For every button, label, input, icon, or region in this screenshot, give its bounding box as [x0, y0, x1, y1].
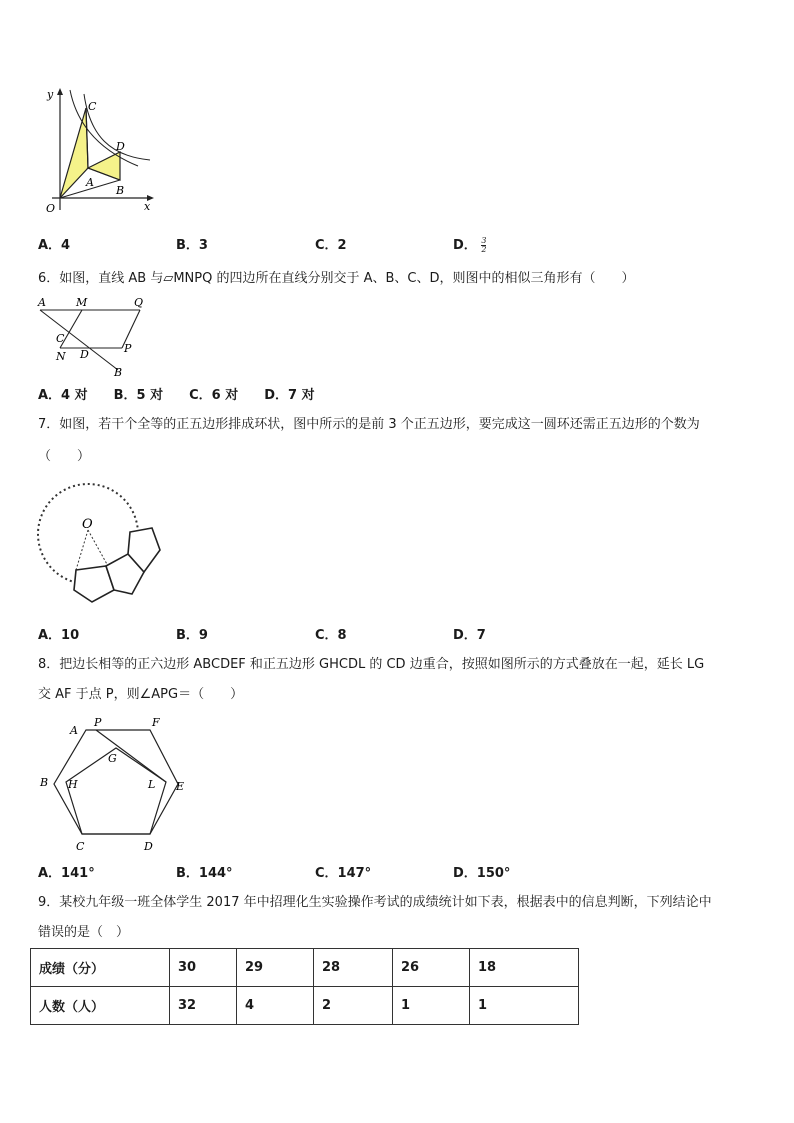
q6-options[interactable]: A．4 对 B．5 对 C．6 对 D．7 对 — [38, 388, 315, 403]
table-cell: 32 — [170, 987, 237, 1025]
q5-fraction-den: 2 — [481, 245, 487, 254]
q8-label-p: P — [94, 716, 102, 729]
q8-label-l: L — [148, 778, 156, 791]
q6-label-a: A — [38, 296, 46, 309]
q6-label-c: C — [56, 332, 65, 345]
q8-question-text-2: 交 AF 于点 P，则∠APG＝（ ） — [38, 687, 244, 702]
q7-question-text-2: （ ） — [38, 449, 91, 464]
q9-question-text: 9．某校九年级一班全体学生 2017 年中招理化生实验操作考试的成绩统计如下表，根据表中的信息判断，下列结论中 — [38, 895, 712, 910]
q6-label-p: P — [124, 342, 132, 355]
q5-option-b[interactable]: B．3 — [176, 238, 208, 253]
q8-label-f: F — [152, 716, 160, 729]
q5-label-b: B — [116, 184, 125, 197]
q8-option-c[interactable]: C．147° — [315, 866, 372, 881]
q6-line-ab — [40, 310, 118, 370]
q8-label-d: D — [144, 840, 153, 853]
q7-figure — [36, 478, 176, 618]
q8-option-d[interactable]: D．150° — [453, 866, 511, 881]
q8-line-lp — [96, 730, 166, 782]
table-cell: 4 — [237, 987, 314, 1025]
q8-label-g: G — [108, 752, 117, 765]
table-row — [31, 987, 579, 1025]
q6-label-d: D — [80, 348, 89, 361]
table-cell: 26 — [393, 949, 470, 987]
table-cell: 1 — [470, 987, 579, 1025]
q5-option-a[interactable]: A．4 — [38, 238, 71, 253]
q5-label-c: C — [88, 100, 97, 113]
table-row — [31, 949, 579, 987]
q5-option-c[interactable]: C．2 — [315, 238, 347, 253]
q6-label-q: Q — [134, 296, 144, 309]
q8-option-a[interactable]: A．141° — [38, 866, 95, 881]
table-cell: 2 — [314, 987, 393, 1025]
q7-label-o: O — [82, 517, 93, 532]
q5-label-d: D — [116, 140, 125, 153]
q5-option-d-label: D． — [453, 238, 477, 253]
q7-question-text: 7．如图，若干个全等的正五边形排成环状，图中所示的是前 3 个正五边形，要完成这一圆环还需正五边形的个数为 — [38, 417, 700, 432]
q7-option-a[interactable]: A．10 — [38, 628, 80, 643]
table-cell: 成绩（分） — [31, 949, 170, 987]
q6-label-n: N — [56, 350, 66, 363]
q8-label-a: A — [70, 724, 78, 737]
q8-label-h: H — [68, 778, 78, 791]
q7-option-d[interactable]: D．7 — [453, 628, 486, 643]
q5-label-y: y — [47, 88, 54, 101]
q8-question-text: 8．把边长相等的正六边形 ABCDEF 和正五边形 GHCDL 的 CD 边重合，按照如图所示的方式叠放在一起，延长 LG — [38, 657, 705, 672]
q5-fraction-num: 3 — [481, 236, 487, 245]
q6-label-m: M — [76, 296, 88, 309]
table-cell: 18 — [470, 949, 579, 987]
q5-triangle-oca — [60, 108, 88, 198]
q5-option-d[interactable] — [453, 234, 486, 254]
q5-figure — [40, 86, 160, 216]
table-cell: 1 — [393, 987, 470, 1025]
q8-option-b[interactable]: B．144° — [176, 866, 233, 881]
table-cell: 28 — [314, 949, 393, 987]
q7-option-c[interactable]: C．8 — [315, 628, 347, 643]
q9-question-text-2: 错误的是（ ） — [38, 925, 130, 940]
q8-figure — [36, 712, 196, 854]
q5-label-a: A — [86, 176, 94, 189]
q5-label-o: O — [46, 202, 56, 215]
q7-option-b[interactable]: B．9 — [176, 628, 208, 643]
q9-score-table — [30, 948, 579, 1025]
q5-option-d-fraction — [481, 237, 486, 254]
q8-label-e: E — [176, 780, 185, 793]
q6-figure — [36, 292, 156, 378]
q8-label-c: C — [76, 840, 85, 853]
q8-label-b: B — [40, 776, 49, 789]
table-cell: 人数（人） — [31, 987, 170, 1025]
q5-label-x: x — [144, 200, 151, 213]
q6-question-text: 6．如图，直线 AB 与▱MNPQ 的四边所在直线分别交于 A、B、C、D，则图中的相似三角形有（ ） — [38, 271, 635, 286]
q6-label-b: B — [114, 366, 123, 378]
table-cell: 29 — [237, 949, 314, 987]
table-cell: 30 — [170, 949, 237, 987]
